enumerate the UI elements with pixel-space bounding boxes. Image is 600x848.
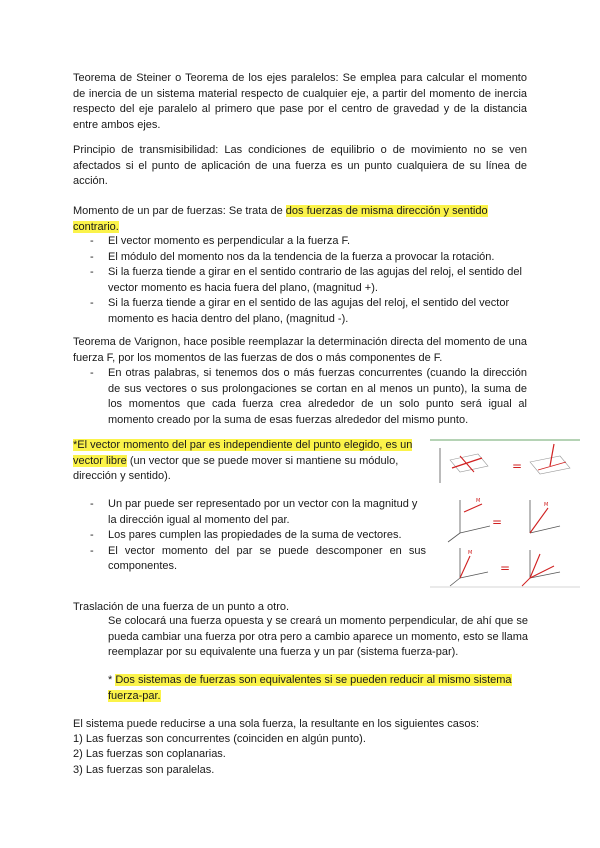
list-item: - Si la fuerza tiende a girar en el sentido de las agujas del reloj, el sentido del vector momento es hacia dentro del plano, (magnitud -). bbox=[90, 296, 527, 327]
traslacion-note-star: * bbox=[108, 674, 116, 686]
vector-libre-list bbox=[90, 497, 426, 575]
vector-libre-highlight: El vector momento del par es independiente del punto elegido, es un vector libre bbox=[73, 439, 413, 467]
traslacion-paragraph: Se colocará una fuerza opuesta y se creará un momento perpendicular, de ahí que se pueda cambiar una fuerza por otra pero a cambio aparece un momento, esto se llama reemplazar por su equivalente una fuerza y un par (sistema fuerza-par). bbox=[108, 615, 528, 658]
vector-libre-paragraph bbox=[73, 438, 425, 485]
list-item: - El vector momento es perpendicular a la fuerza F. bbox=[90, 234, 527, 250]
varignon-paragraph: Teorema de Varignon, hace posible reemplazar la determinación directa del momento de una fuerza F, por los momentos de las fuerzas de dos o más componentes de F. bbox=[73, 336, 527, 364]
vector-libre-text: (un vector que se puede mover si mantiene su módulo, dirección y sentido). bbox=[73, 454, 399, 482]
figure-middle-row bbox=[448, 498, 560, 542]
traslacion-note-highlight: Dos sistemas de fuerzas son equivalentes si se pueden reducir al mismo sistema fuerza-par. bbox=[108, 674, 512, 702]
par-paragraph bbox=[73, 204, 529, 235]
steiner-title: Teorema de Steiner o Teorema de los ejes paralelos: bbox=[73, 72, 339, 84]
moment-diagrams-figure bbox=[430, 438, 580, 588]
moment-label: M bbox=[468, 550, 473, 556]
list-item: - El vector momento del par se puede descomponer en sus componentes. bbox=[90, 544, 426, 575]
list-item: - Los pares cumplen las propiedades de la suma de vectores. bbox=[90, 528, 426, 544]
moment-label: M bbox=[544, 502, 549, 508]
equals-sign: = bbox=[500, 561, 511, 575]
traslacion-note bbox=[108, 673, 528, 704]
reduccion-case: 2) Las fuerzas son coplanarias. bbox=[73, 748, 226, 760]
par-highlight: dos fuerzas de misma dirección y sentido contrario. bbox=[73, 205, 488, 233]
list-item: - El módulo del momento nos da la tendencia de la fuerza a provocar la rotación. bbox=[90, 250, 527, 266]
reduccion-case: 3) Las fuerzas son paralelas. bbox=[73, 764, 215, 776]
traslacion-title: Traslación de una fuerza de un punto a otro. bbox=[73, 601, 290, 613]
list-item: - En otras palabras, si tenemos dos o más fuerzas concurrentes (cuando la dirección de sus vectores o sus prolongaciones se cortan en al menos un punto), la suma de los momentos que cada fuerza crea alrededor de un solo punto será igual al momento creado por la suma de esas fuerzas alrededor del mismo punto. bbox=[90, 366, 527, 428]
equals-sign: = bbox=[492, 515, 503, 529]
reduccion-intro: El sistema puede reducirse a una sola fuerza, la resultante en los siguientes casos: bbox=[73, 718, 480, 730]
figure-top-row bbox=[430, 440, 580, 483]
steiner-text: Se emplea para calcular el momento de inercia de un sistema material respecto de cualquier eje, a partir del momento de inercia respecto del eje paralelo al primero que pase por el centro de gravedad y de la distancia entre ambos ejes. bbox=[73, 72, 527, 131]
vector-libre-star: * bbox=[73, 439, 78, 451]
reduccion-case: 1) Las fuerzas son concurrentes (coinciden en algún punto). bbox=[73, 733, 366, 745]
moment-label: M bbox=[476, 498, 481, 504]
steiner-paragraph bbox=[73, 71, 527, 133]
transmisibilidad-paragraph: Principio de transmisibilidad: Las condiciones de equilibrio o de movimiento no se ven afectados si el punto de aplicación de una fuerza es un punto cualquiera de su línea de acción. bbox=[73, 144, 527, 187]
par-list bbox=[90, 234, 527, 327]
list-item: - Si la fuerza tiende a girar en el sentido contrario de las agujas del reloj, el sentido del vector momento es hacia fuera del plano, (magnitud +). bbox=[90, 265, 527, 296]
equals-sign: = bbox=[512, 459, 523, 473]
figure-bottom-row bbox=[430, 548, 580, 587]
list-item: - Un par puede ser representado por un vector con la magnitud y la dirección igual al momento del par. bbox=[90, 497, 426, 528]
par-intro: Momento de un par de fuerzas: Se trata de bbox=[73, 205, 286, 217]
varignon-list bbox=[90, 366, 527, 428]
